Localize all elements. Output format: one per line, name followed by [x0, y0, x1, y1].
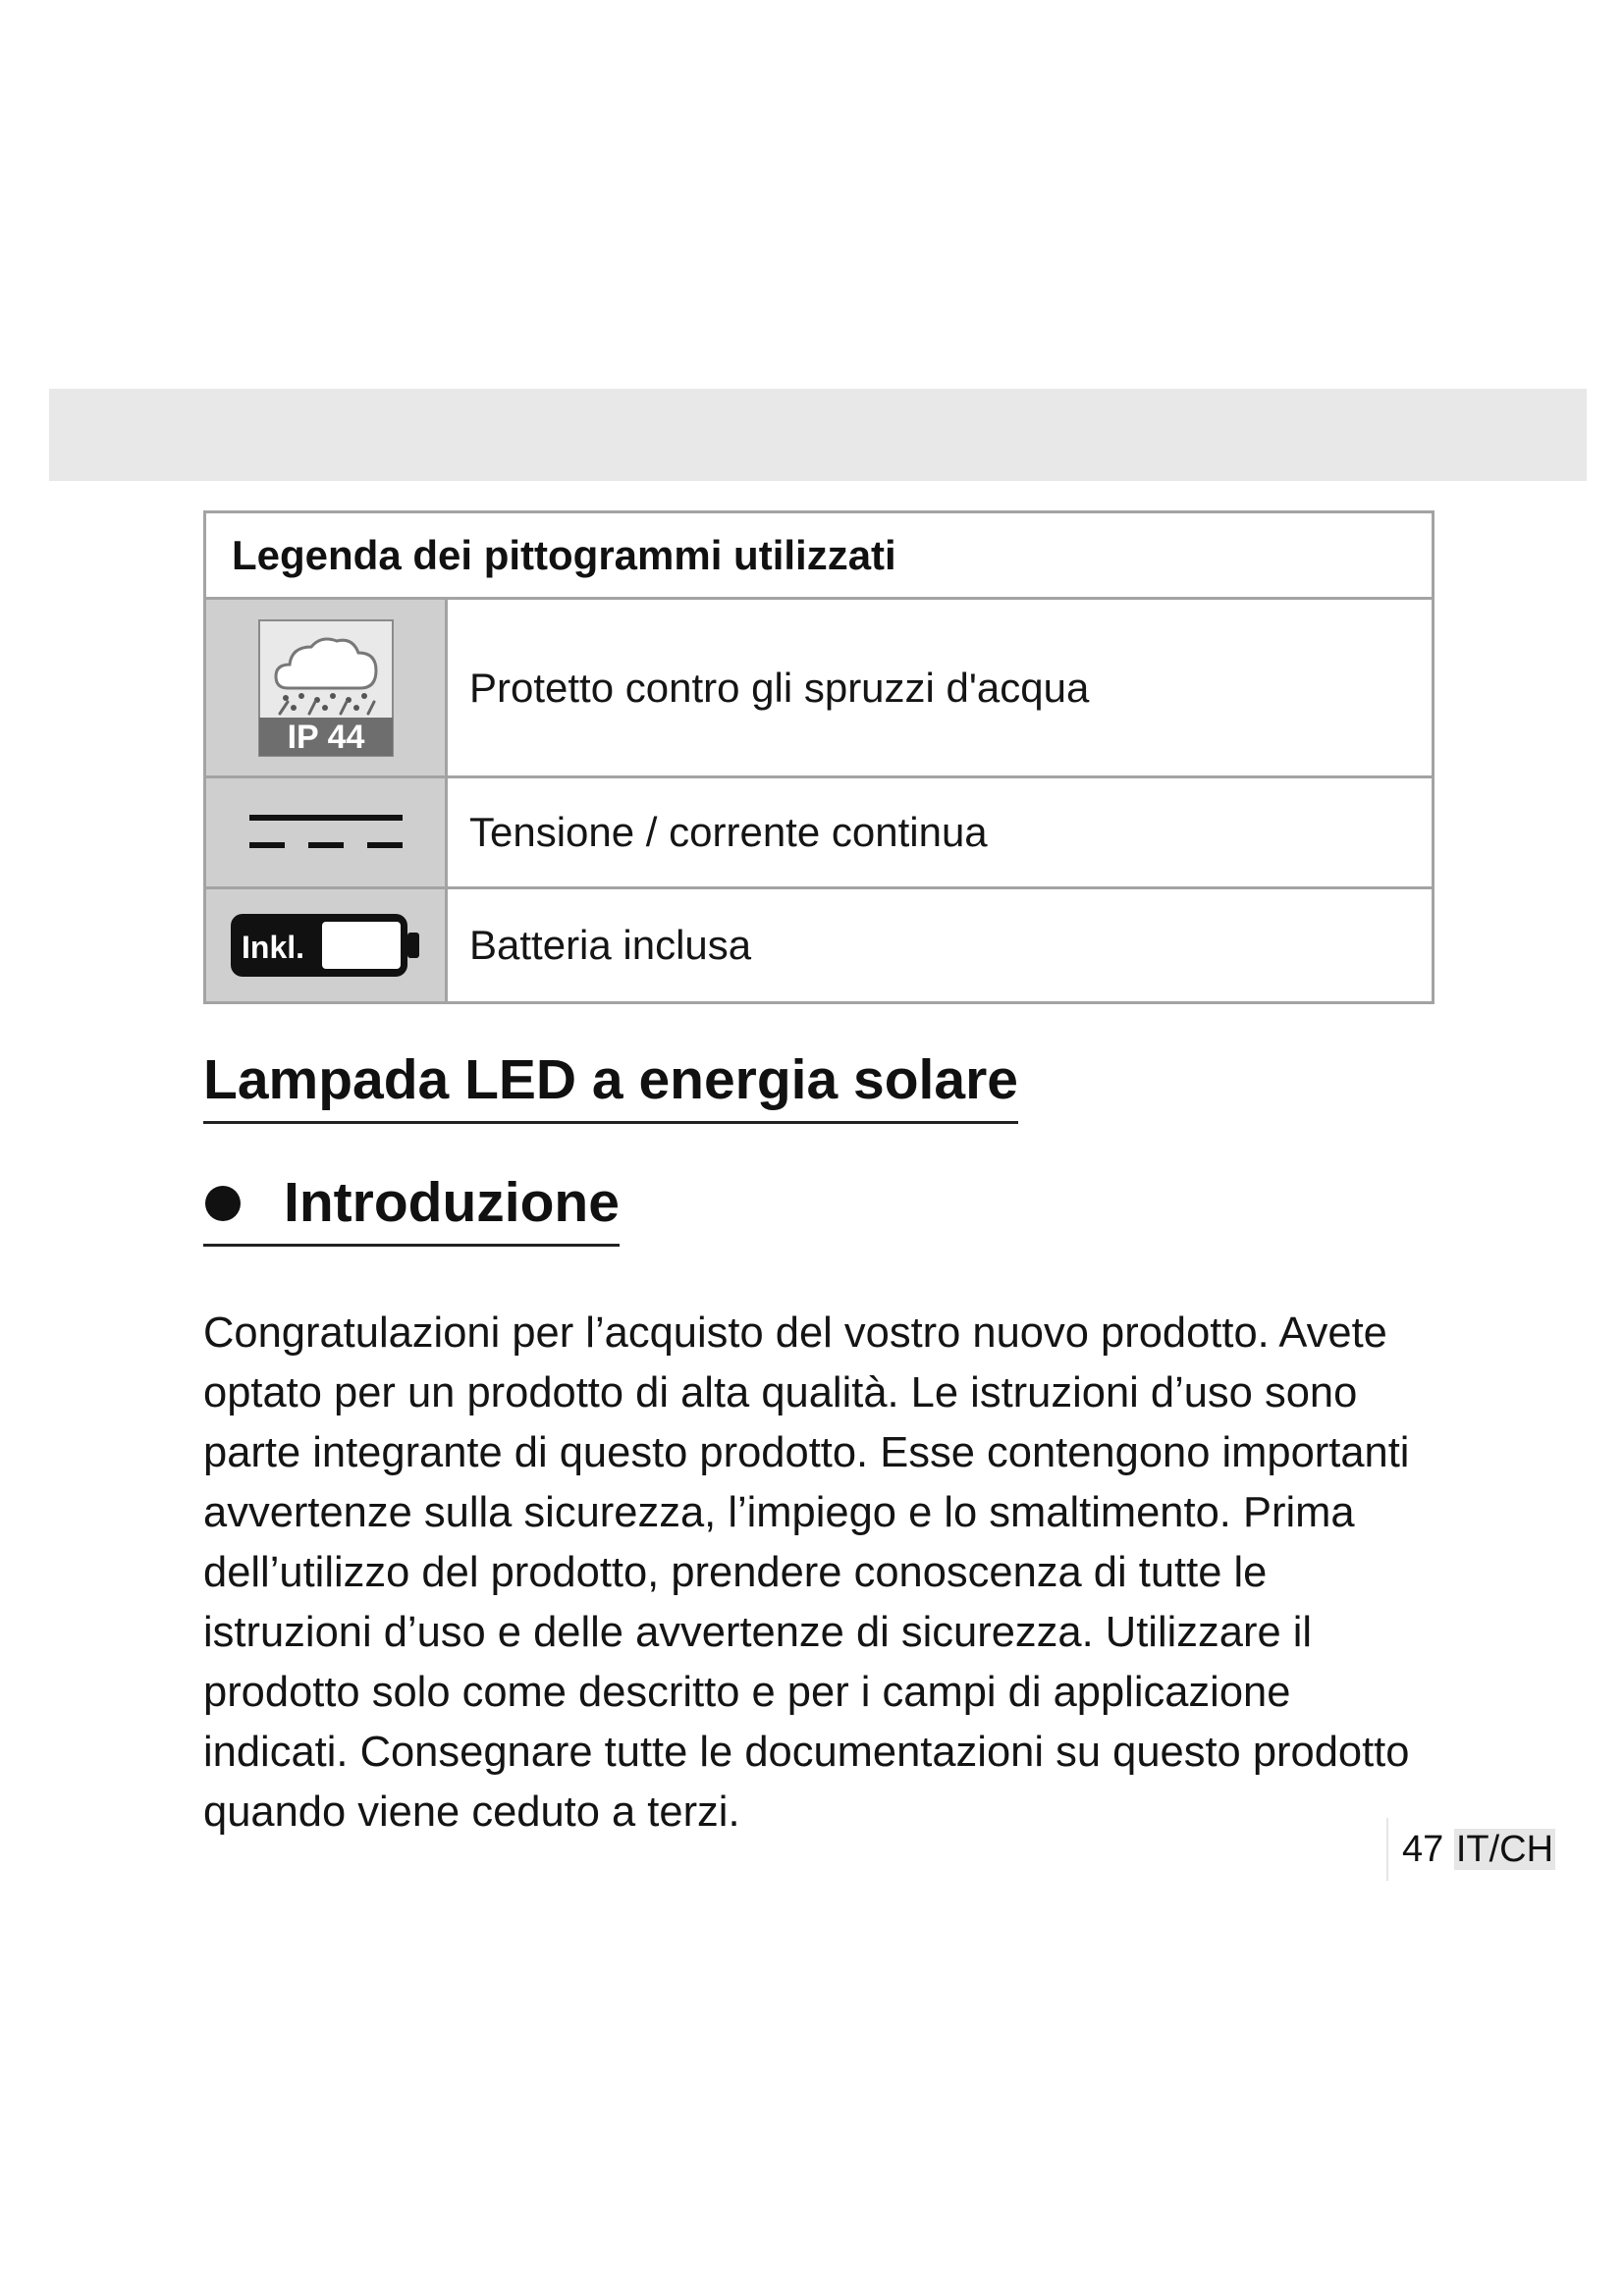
intro-paragraph: Congratulazioni per l’acquisto del vostro nuovo prodotto. Avete optato per un prodotto di alta qualità. Le istruzioni d’uso sono parte integrante di questo prodotto. Esse contengono importanti avvertenze sulla sicurezza, l’impiego e lo smaltimento. Prima dell’utilizzo del prodotto, prendere conoscenza di tutte le istruzioni d’uso e delle avvertenze di sicurezza. Utilizzare il prodotto solo come descritto e per i campi di applicazione indicati. Consegnare tutte le documentazioni su questo prodotto quando viene ceduto a terzi.	[203, 1309, 1410, 1836]
legend-row	[206, 778, 1432, 889]
battery-inkl-label: Inkl.	[241, 930, 304, 965]
legend-row	[206, 889, 1432, 1001]
header-band	[49, 389, 1587, 481]
page-footer	[1386, 1818, 1555, 1881]
product-title: Lampada LED a energia solare	[203, 1048, 1018, 1124]
bullet-icon	[205, 1186, 241, 1221]
battery-included-icon	[228, 911, 424, 980]
legend-row-text: Tensione / corrente continua	[469, 809, 988, 855]
ip44-label: IP 44	[287, 718, 364, 756]
pictogram-legend-table	[203, 510, 1435, 1004]
ip44-splash-icon	[258, 619, 394, 757]
page-number: 47	[1402, 1829, 1444, 1870]
direct-current-icon	[247, 809, 405, 856]
legend-row	[206, 600, 1432, 778]
legend-row-text: Protetto contro gli spruzzi d'acqua	[469, 664, 1090, 711]
section-heading	[203, 1171, 620, 1247]
legend-title: Legenda dei pittogrammi utilizzati	[206, 513, 1432, 600]
language-code: IT/CH	[1455, 1829, 1554, 1870]
legend-row-text: Batteria inclusa	[469, 922, 752, 968]
section-title: Introduzione	[284, 1171, 620, 1234]
